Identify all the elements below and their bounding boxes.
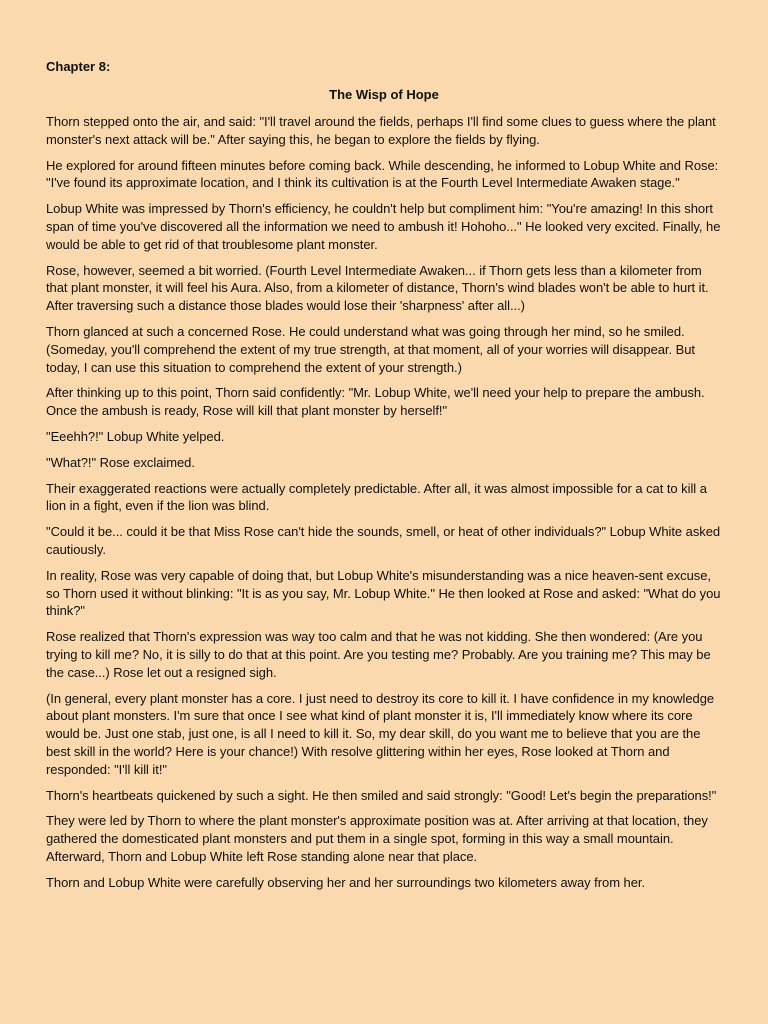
paragraph: Thorn glanced at such a concerned Rose. He could understand what was going through her mind, so he smiled. (Someday, you'll comprehend the extent of my true strength, at that moment, all of your worries will disappear. But today, I can use this situation to comprehend the extent of your strength.) bbox=[46, 323, 695, 375]
paragraph: "What?!" Rose exclaimed. bbox=[46, 454, 195, 470]
paragraph: "Could it be... could it be that Miss Rose can't hide the sounds, smell, or heat of other individuals?" Lobup White asked cautiously. bbox=[46, 524, 721, 557]
paragraph: Lobup White was impressed by Thorn's efficiency, he couldn't help but compliment him: "You're amazing! In this short span of time you've discovered all the information we need to ambush it! Hohoho..." He looked very excited. Finally, he would be able to get rid of that troublesome plant monster. bbox=[46, 201, 721, 252]
paragraph: Thorn stepped onto the air, and said: "I'll travel around the fields, perhaps I'll find some clues to guess where the plant monster's next attack will be." After saying this, he began to explore the fields by flying. bbox=[46, 114, 716, 147]
paragraph: After thinking up to this point, Thorn said confidently: "Mr. Lobup White, we'll need your help to prepare the ambush. Once the ambush is ready, Rose will kill that plant monster by herself!" bbox=[46, 385, 705, 419]
paragraph: They were led by Thorn to where the plant monster's approximate position was at. After arriving at that location, they gathered the domesticated plant monsters and put them in a single spot, forming in this way a small mountain. Afterward, Thorn and Lobup White left Rose standing alone near that place. bbox=[46, 813, 708, 864]
paragraph: Thorn's heartbeats quickened by such a sight. He then smiled and said strongly: "Good! Let's begin the preparations!" bbox=[46, 787, 717, 803]
paragraph: (In general, every plant monster has a core. I just need to destroy its core to kill it. I have confidence in my knowledge about plant monsters. I'm sure that once I see what kind of plant monster it is, I'll immediately know where its core would be. Just one stab, just one, is all I need to kill it. So, my dear skill, do you want me to believe that you are the best skill in the world? Here is your chance!) With resolve glittering within her eyes, Rose looked at Thorn and responded: "I'll kill it!" bbox=[46, 690, 715, 777]
paragraph: In reality, Rose was very capable of doing that, but Lobup White's misunderstanding was a nice heaven-sent excuse, so Thorn used it without blinking: "It is as you say, Mr. Lobup White." He then looked at Rose and asked: "What do you think?" bbox=[46, 567, 721, 619]
paragraph: Thorn and Lobup White were carefully observing her and her surroundings two kilometers away from her. bbox=[46, 874, 646, 890]
paragraph: "Eeehh?!" Lobup White yelped. bbox=[46, 428, 225, 444]
chapter-title: The Wisp of Hope bbox=[329, 87, 439, 102]
chapter-label: Chapter 8: bbox=[46, 59, 111, 74]
paragraph: He explored for around fifteen minutes before coming back. While descending, he informed to Lobup White and Rose: "I've found its approximate location, and I think its cultivation is at the Fourth Level Intermediate Awaken stage." bbox=[46, 157, 719, 191]
paragraph: Rose realized that Thorn's expression was way too calm and that he was not kidding. She then wondered: (Are you trying to kill me? No, it is silly to do that at this point. Are you testing me? Probably. Are you training me? This may be the case...) Rose let out a resigned sigh. bbox=[46, 629, 711, 680]
paragraph: Rose, however, seemed a bit worried. (Fourth Level Intermediate Awaken... if Thorn gets less than a kilometer from that plant monster, it will feel his Aura. Also, from a kilometer of distance, Thorn's wind blades won't be able to hurt it. After traversing such a distance those blades would lose their 'sharpness' after all...) bbox=[46, 262, 709, 314]
paragraph: Their exaggerated reactions were actually completely predictable. After all, it was almost impossible for a cat to kill a lion in a fight, even if the lion was blind. bbox=[46, 480, 707, 514]
